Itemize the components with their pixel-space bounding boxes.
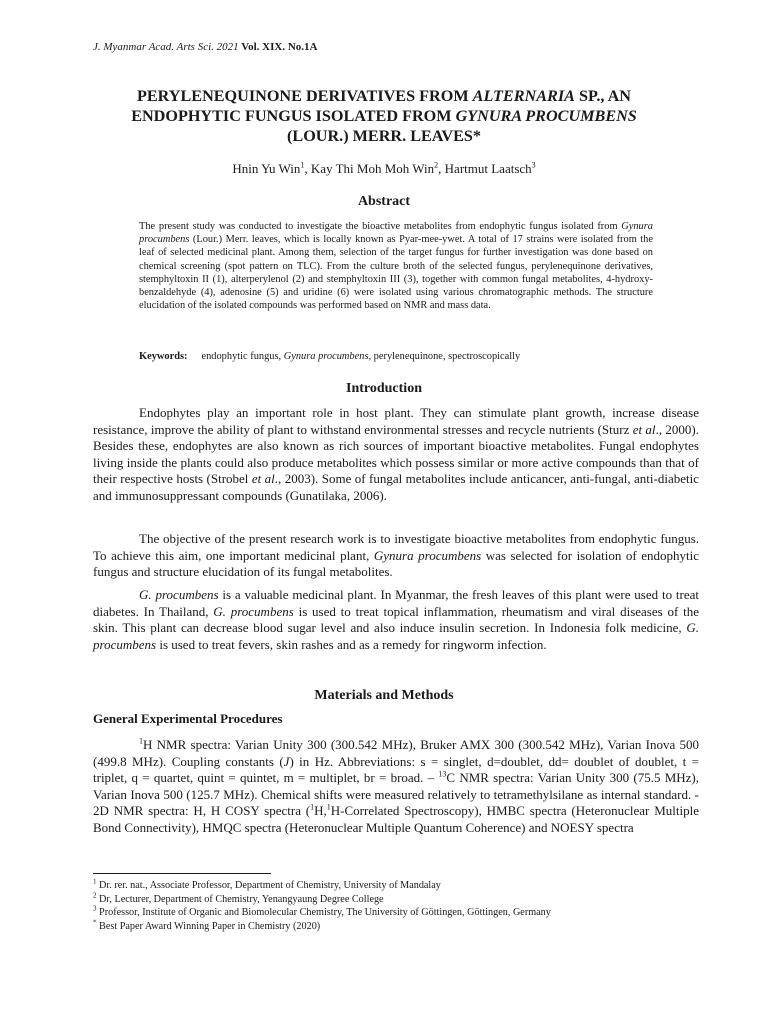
title-line-1 [60, 86, 708, 106]
paragraph-text: H NMR spectra: Varian Unity 300 (300.542 MHz), Bruker AMX 300 (300.542 MHz), Varian Inova 500 (499.8 MHz). Coupling constants ( [93, 737, 699, 769]
footnote [93, 920, 699, 934]
footnote-text: Dr, Lecturer, Department of Chemistry, Yenangyaung Degree College [96, 893, 384, 905]
paragraph-text: is used to treat fevers, skin rashes and as a remedy for ringworm infection. [156, 636, 547, 652]
author-list [60, 161, 708, 177]
paragraph-text: Endophytes play an important role in host plant. They can stimulate plant growth, increase disease resistance, improve the ability of plant to withstand environmental stresses and recycle nutrients (Sturz [93, 405, 699, 437]
footnote-text: Best Paper Award Winning Paper in Chemistry (2020) [96, 920, 321, 932]
abstract-sentence: The present study was conducted to investigate the bioactive metabolites from endophytic fungus isolated from [139, 221, 622, 232]
keyword: Gynura procumbens [283, 351, 369, 362]
title-genus: ALTERNARIA [472, 87, 575, 105]
author-separator: , [438, 161, 445, 176]
coupling-symbol: J [283, 753, 290, 769]
species-name: G. procumbens [213, 603, 294, 619]
species-name: Gynura procumbens [373, 547, 482, 563]
species-name: Gynura procumbens [139, 221, 653, 246]
footnote-divider [93, 873, 271, 874]
abstract-heading: Abstract [357, 194, 411, 209]
title-line-2 [60, 106, 708, 126]
paragraph-text: ., 2003). Some of fungal metabolites include anticancer, anti-fungal, anti-diabetic and immunosuppressant compounds (Gunatilaka, 2006). [93, 471, 699, 503]
footnote-mark: 1 [93, 877, 97, 886]
isotope-superscript: 1 [139, 736, 143, 746]
materials-heading: Materials and Methods [314, 688, 454, 703]
paper-title [60, 86, 708, 146]
title-text: PERYLENEQUINONE DERIVATIVES FROM [136, 87, 473, 105]
author-name: Kay Thi Moh Moh Win [310, 161, 435, 176]
general-procedures-subheading: General Experimental Procedures [93, 711, 283, 726]
title-text: ENDOPHYTIC FUNGUS ISOLATED FROM [131, 107, 456, 125]
keywords-label: Keywords: [139, 351, 188, 362]
introduction-paragraph-3 [93, 587, 699, 653]
paragraph-text: was selected for isolation of endophytic fungus and structure elucidation of its fungal metabolites. [93, 547, 700, 580]
author-name: Hnin Yu Win [232, 161, 301, 176]
materials-paragraph-1 [93, 737, 699, 837]
journal-citation: J. Myanmar Acad. Arts Sci. 2021 [93, 41, 239, 53]
keyword: endophytic fungus, [201, 351, 284, 362]
footnote-mark: 2 [93, 891, 97, 900]
volume-number: Vol. XIX. No.1A [238, 41, 318, 53]
author-name: Hartmut Laatsch [444, 161, 532, 176]
citation-et-al: et al [251, 471, 275, 487]
keyword: , perylenequinone, spectroscopically [368, 351, 521, 362]
paragraph-text: is used to treat topical inflammation, rheumatism and viral diseases of the skin. This plant can decrease blood sugar level and also induce insulin secretion. In Indonesia folk medicine, [93, 603, 699, 636]
author-separator: , [304, 161, 311, 176]
paragraph-text: ) in Hz. Abbreviations: s = singlet, d=doublet, dd= doublet of doublet, t = triplet, q = quartet, quint = quintet, m = multiplet, br = broad. – [93, 753, 699, 786]
title-species: GYNURA PROCUMBENS [455, 107, 637, 125]
author-affiliation-mark: 2 [434, 160, 439, 170]
footnotes [93, 879, 699, 933]
footnote [93, 906, 699, 920]
paragraph-text: H, [314, 803, 327, 819]
introduction-heading: Introduction [346, 381, 422, 396]
footnote [93, 893, 699, 907]
author-affiliation-mark: 1 [300, 160, 305, 170]
footnote-text: Dr. rer. nat., Associate Professor, Department of Chemistry, University of Mandalay [96, 880, 441, 891]
abstract-sentence: (Lour.) Merr. leaves, which is locally known as Pyar-mee-ywet. A total of 17 strains were isolated from the leaf of selected medicinal plant. Among them, selection of the target fungus for further investigation was done based on chemical screening (spot pattern on TLC). From the culture broth of the selected fungus, perylenequinone derivatives, stemphyltoxin II (1), alterperylenol (2) and stemphyltoxin III (3), together with common fungal metabolites, 4-hydroxy-benzaldehyde (4), adenosine (5) and uridine (6) were isolated using various chromatographic methods. The structure elucidation of the isolated compounds was performed based on NMR and mass data. [139, 234, 653, 312]
introduction-paragraph-2 [93, 531, 699, 581]
paragraph-text: H-Correlated Spectroscopy), HMBC spectra (Heteronuclear Multiple Bond Connectivity), HMQC spectra (Heteronuclear Multiple Quantum Coherence) and NOESY spectra [93, 803, 699, 835]
title-text: SP., AN [574, 87, 631, 105]
citation-et-al: et al [632, 421, 656, 437]
paragraph-text: C NMR spectra: Varian Unity 300 (75.5 MHz), Varian Inova 500 (125.7 MHz). Chemical shifts were measured relatively to tetramethylsilane as internal standard. - 2D NMR spectra: H, H COSY spectra ( [93, 770, 699, 819]
footnote [93, 879, 699, 893]
footnote-text: Professor, Institute of Organic and Biomolecular Chemistry, The University of Göttingen, Göttingen, Germany [96, 907, 551, 919]
isotope-superscript: 13 [438, 769, 447, 779]
abstract-text [139, 220, 653, 312]
footnote-mark: 3 [93, 904, 97, 913]
species-name: G. procumbens [139, 587, 219, 602]
paragraph-text: ., 2000). Besides these, endophytes are also known as rich sources of important bioactive metabolites. Fungal endophytes living inside the plants could also produce metabolites which possess similar or more active compounds than that of their respective hosts (Strobel [93, 421, 699, 487]
isotope-superscript: 1 [310, 803, 315, 813]
isotope-superscript: 1 [326, 803, 331, 813]
footnote-mark: * [93, 918, 97, 927]
author-affiliation-mark: 3 [531, 160, 536, 170]
running-head [93, 41, 318, 53]
keywords-line [139, 351, 653, 362]
title-line-3: (LOUR.) MERR. LEAVES* [287, 127, 481, 145]
species-name: G. procumbens [93, 620, 699, 652]
introduction-paragraph-1 [93, 405, 699, 505]
paragraph-text: The objective of the present research work is to investigate bioactive metabolites from endophytic fungus. To achieve this aim, one important medicinal plant, [93, 531, 699, 563]
paragraph-text: is a valuable medicinal plant. In Myanmar, the fresh leaves of this plant were used to treat diabetes. In Thailand, [93, 587, 700, 619]
